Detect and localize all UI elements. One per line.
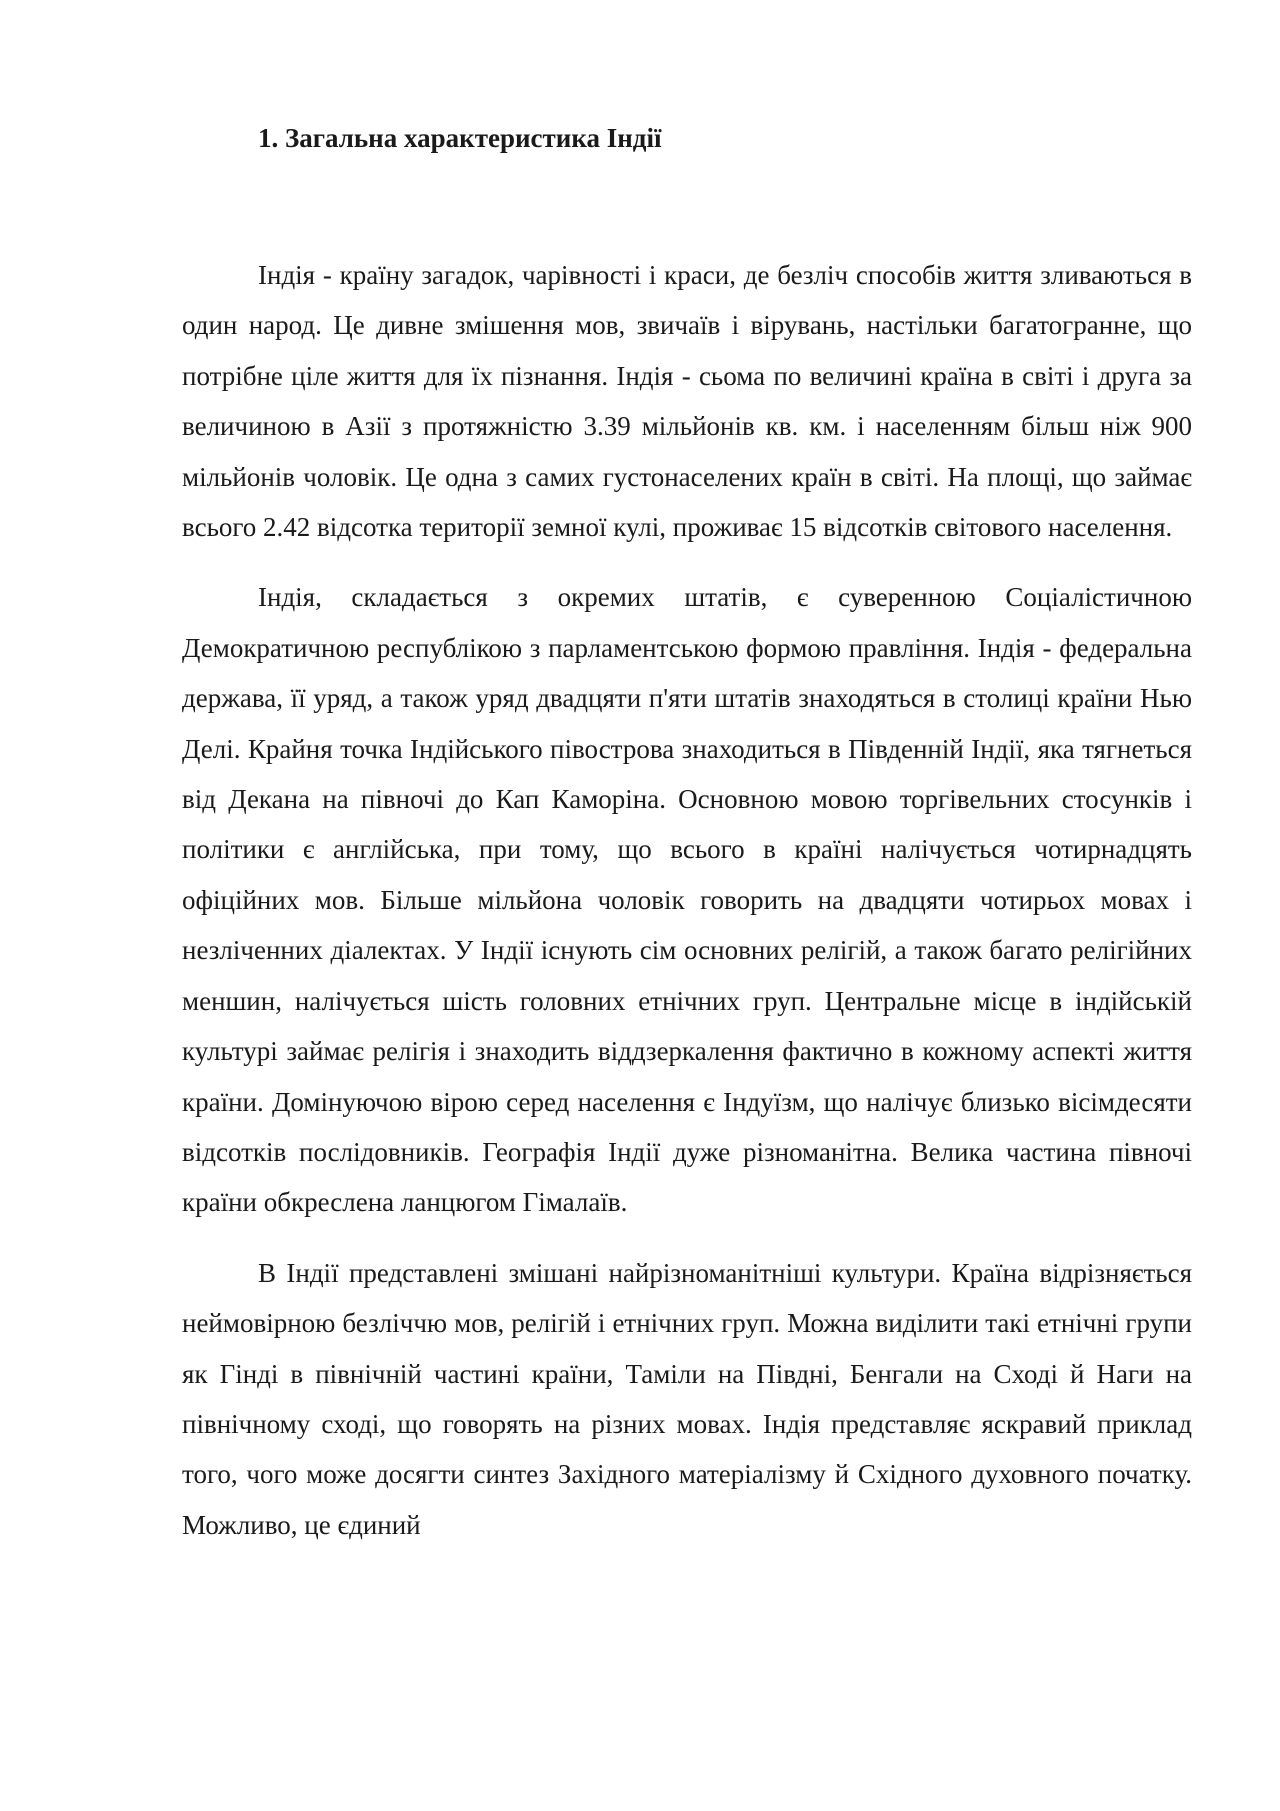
paragraph-government-and-culture: Індія, складається з окремих штатів, є суверенною Соціалістичною Демократичною республікою з парламентською формою правління. Індія - федеральна держава, її уряд, а також уряд двадцяти п'яти штатів знаходяться в столиці країни Нью Делі. Крайня точка Індійського півострова знаходиться в Південній Індії, яка тягнеться від Декана на півночі до Кап Каморіна. Основною мовою торгівельних стосунків і політики є англійська, при тому, що всього в країні налічується чотирнадцять офіційних мов. Більше мільйона чоловік говорить на двадцяти чотирьох мовах і незліченних діалектах. У Індії існують сім основних релігій, а також багато релігійних меншин, налічується шість головних етнічних груп. Центральне місце в індійській культурі займає релігія і знаходить віддзеркалення фактично в кожному аспекті життя країни. Домінуючою вірою серед населення є Індуїзм, що налічує близько вісімдесяти відсотків послідовників. Географія Індії дуже різноманітна. Велика частина півночі країни обкреслена ланцюгом Гімалаїв. (182, 582, 1192, 1218)
body-text (182, 250, 1192, 1570)
section-heading: 1. Загальна характеристика Індії (258, 123, 662, 153)
paragraph-overview: Індія - країну загадок, чарівності і краси, де безліч способів життя зливаються в один народ. Це дивне змішення мов, звичаїв і вірувань, настільки багатогранне, що потрібне ціле життя для їх пізнання. Індія - сьома по величині країна в світі і друга за величиною в Азії з протяжністю 3.39 мільйонів кв. км. і населенням більш ніж 900 мільйонів чоловік. Це одна з самих густонаселених країн в світі. На площі, що займає всього 2.42 відсотка території земної кулі, проживає 15 відсотків світового населення. (182, 260, 1192, 543)
paragraph-cultures: В Індії представлені змішані найрізноманітніші культури. Країна відрізняється неймовірною безліччю мов, релігій і етнічних груп. Можна виділити такі етнічні групи як Гінді в північній частині країни, Таміли на Півдні, Бенгали на Сході й Наги на північному сході, що говорять на різних мовах. Індія представляє яскравий приклад того, чого може досягти синтез Західного матеріалізму й Східного духовного початку. Можливо, це єдиний (182, 1257, 1192, 1540)
